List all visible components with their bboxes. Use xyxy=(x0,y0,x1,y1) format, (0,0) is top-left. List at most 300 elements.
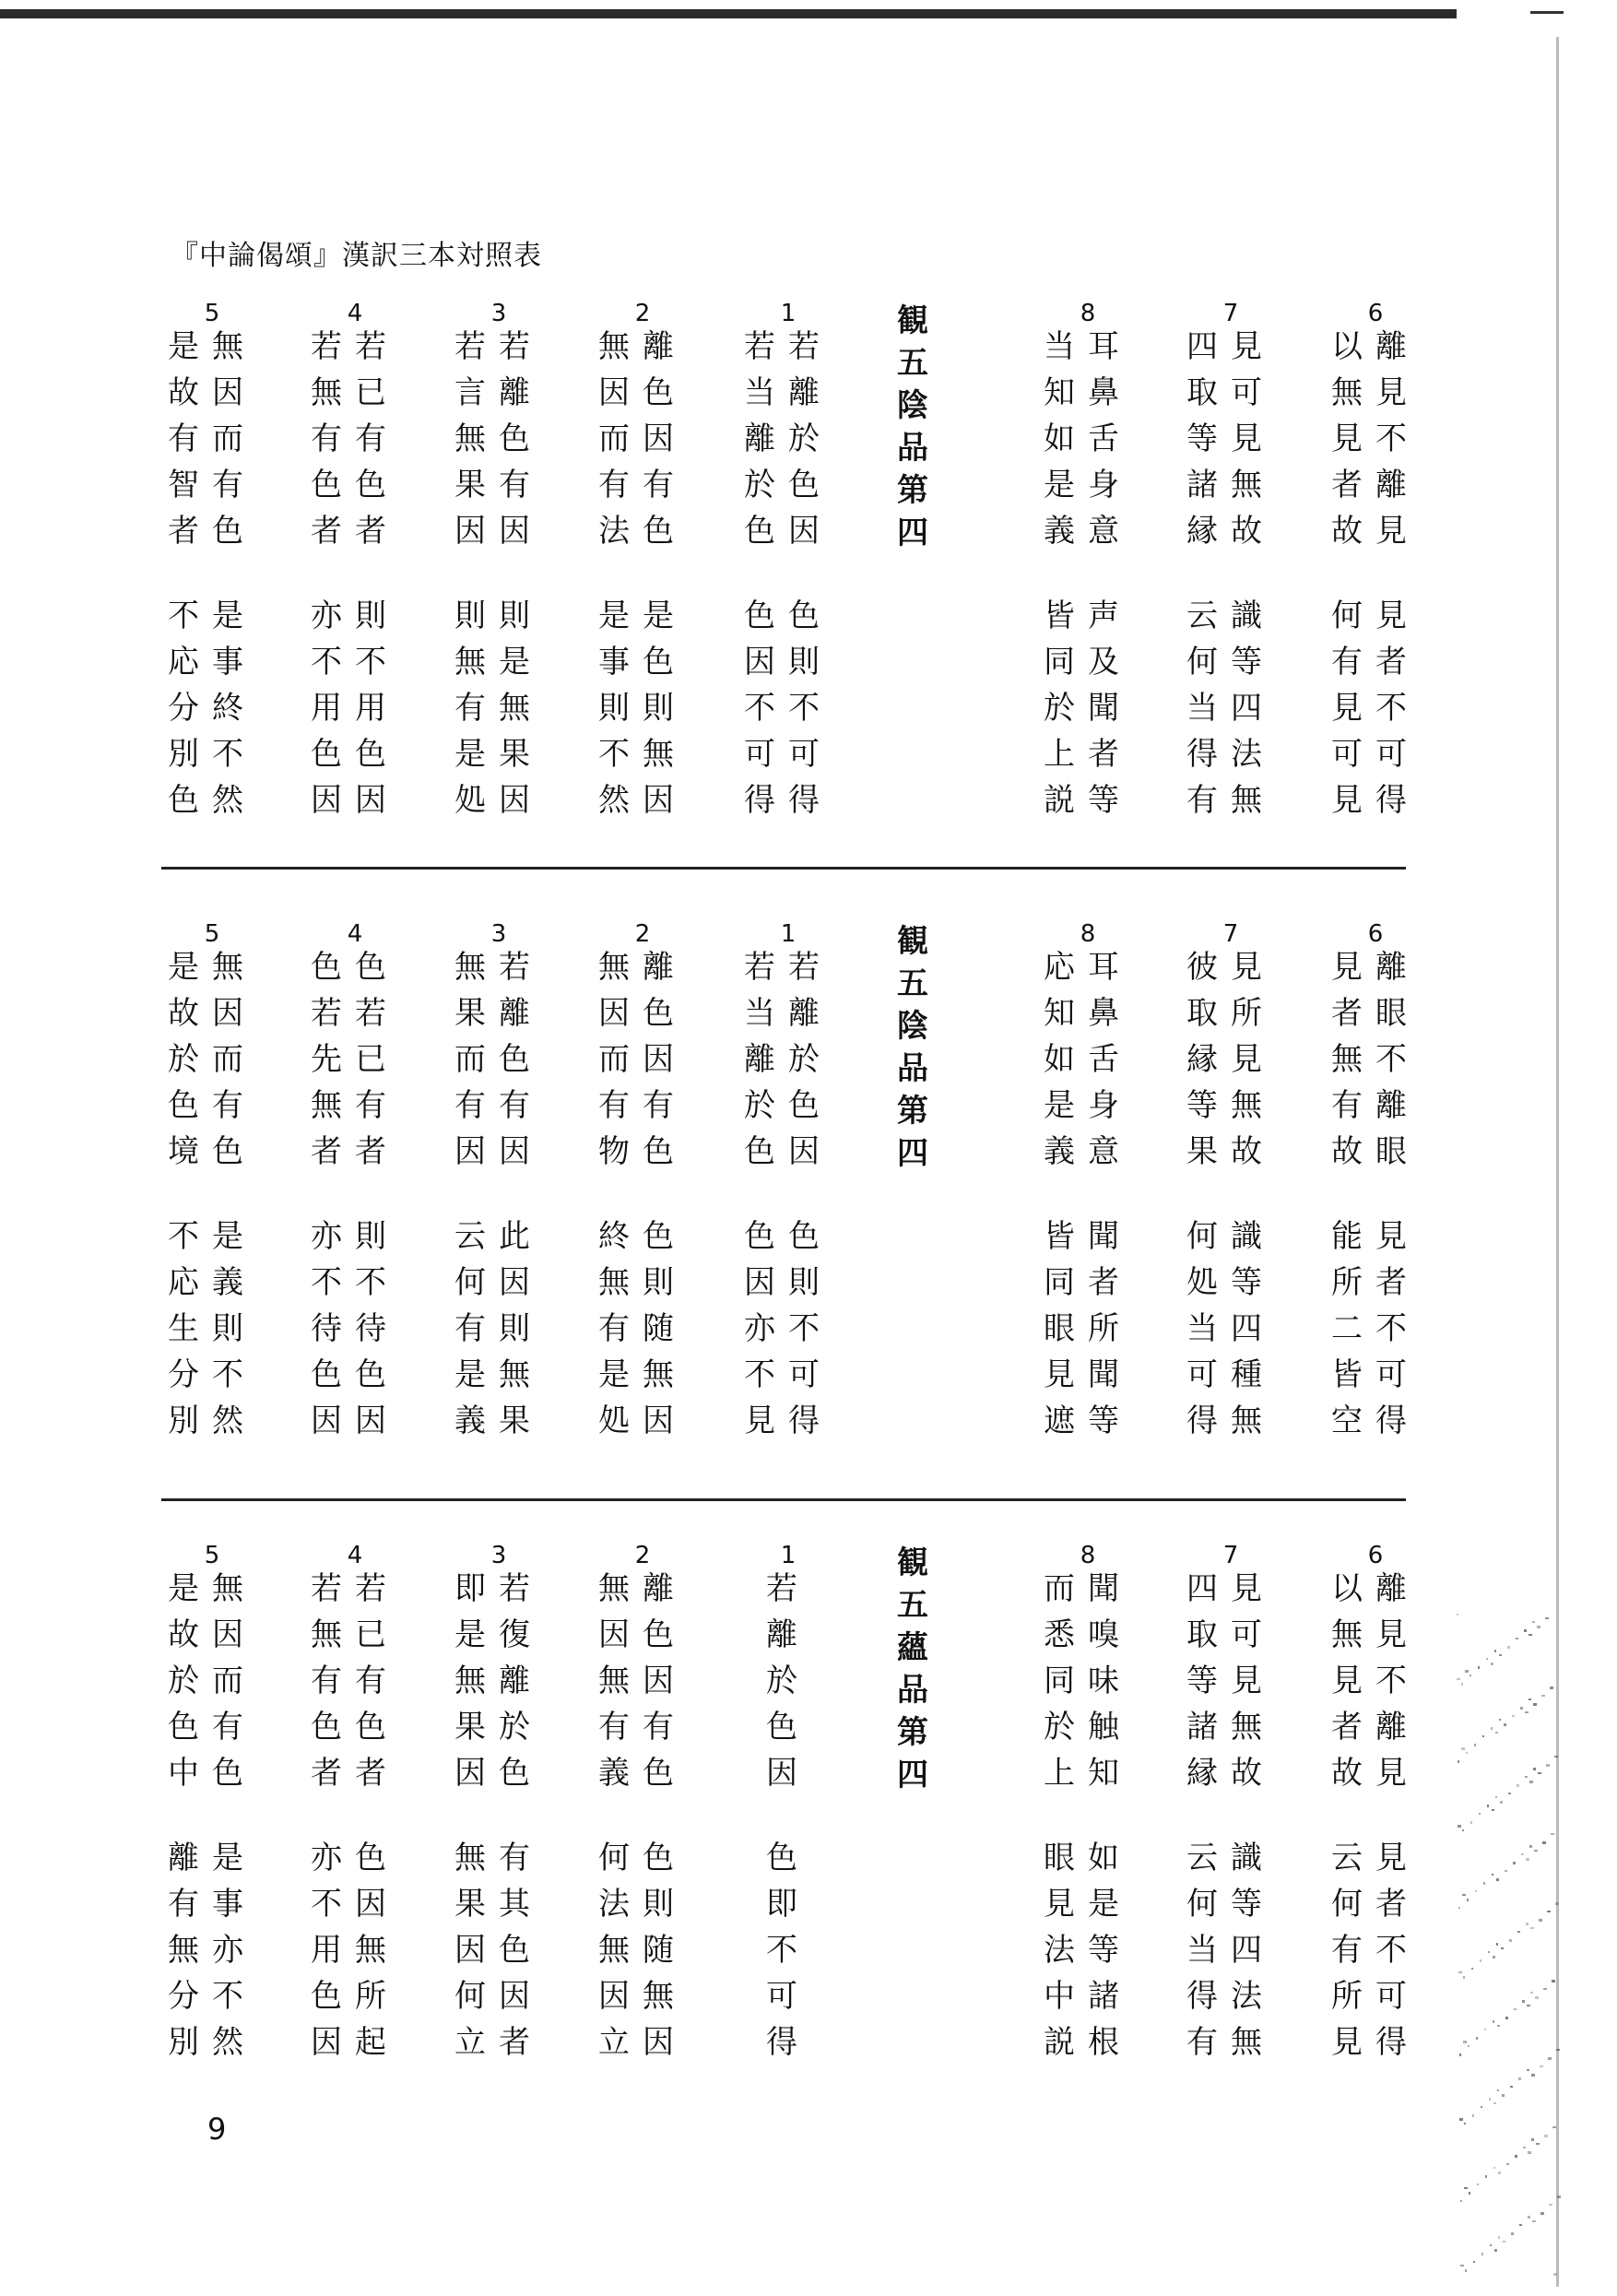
verse-line: 若 xyxy=(766,1570,810,1607)
verse-line: 因色 xyxy=(454,1932,543,1969)
verse-line: 不 xyxy=(766,1932,810,1969)
scan-noise xyxy=(1557,2195,1561,2198)
verse-line: 皆可 xyxy=(1331,1356,1420,1393)
scan-noise xyxy=(1501,1947,1504,1949)
verse-line: 眼如 xyxy=(1044,1840,1132,1876)
verse-number: 7 xyxy=(1222,1542,1239,1569)
verse-line: 而聞 xyxy=(1044,1570,1132,1607)
scan-noise xyxy=(1526,1923,1528,1925)
scan-noise xyxy=(1554,1756,1558,1758)
verse-number: 8 xyxy=(1080,300,1096,327)
verse-line: 取可 xyxy=(1186,1616,1275,1653)
scan-noise xyxy=(1481,2106,1482,2108)
scan-noise xyxy=(1529,1845,1532,1848)
verse-line: 若若 xyxy=(744,328,832,365)
verse-line: 無因 xyxy=(598,1663,687,1699)
verse-line: 無色 xyxy=(454,420,543,457)
scan-noise xyxy=(1468,2045,1469,2047)
verse-line: 以離 xyxy=(1331,328,1420,365)
verse-number: 4 xyxy=(347,300,363,327)
verse-line: 別不 xyxy=(168,736,256,773)
scan-noise xyxy=(1463,2041,1467,2043)
scan-noise xyxy=(1458,1907,1460,1909)
verse-line: 若若 xyxy=(311,328,399,365)
verse-line: 色色 xyxy=(311,1709,399,1746)
scan-noise xyxy=(1532,1621,1535,1623)
verse-line: 者眼 xyxy=(1331,995,1420,1032)
verse-line: 別然 xyxy=(168,2024,256,2061)
verse-line: 於而 xyxy=(168,1041,256,1078)
verse-line-group xyxy=(304,1213,406,1444)
verse-line: 見得 xyxy=(1331,782,1420,819)
verse-line: 用用 xyxy=(311,690,399,727)
verse-line: 見不 xyxy=(1331,1663,1420,1699)
scan-noise xyxy=(1508,1793,1511,1794)
verse-line: 知鼻 xyxy=(1044,374,1132,411)
scan-noise xyxy=(1532,2220,1536,2222)
scan-noise xyxy=(1464,2123,1466,2124)
scan-noise xyxy=(1486,1658,1488,1660)
verse-line: 有者 xyxy=(1331,644,1420,681)
verse-line-group xyxy=(592,324,693,554)
verse-number: 8 xyxy=(1080,920,1096,948)
scan-noise xyxy=(1471,1968,1473,1970)
verse-line-group xyxy=(1180,1835,1281,2065)
verse-line: 則則 xyxy=(598,690,687,727)
verse-line: 説根 xyxy=(1044,2024,1132,2061)
verse-line-group xyxy=(161,1566,263,1796)
verse-line-group xyxy=(738,1566,839,1796)
verse-line: 無則 xyxy=(598,1264,687,1301)
chapter-title-char: 第 xyxy=(897,1714,928,1751)
verse-line: 知鼻 xyxy=(1044,995,1132,1032)
verse-line: 色色 xyxy=(744,598,832,634)
verse-line: 空得 xyxy=(1331,1402,1420,1439)
scan-noise xyxy=(1552,1980,1555,1982)
verse-line-group xyxy=(304,324,406,554)
scan-noise xyxy=(1528,1698,1531,1700)
scan-noise xyxy=(1496,1943,1498,1946)
verse-line: 有有 xyxy=(311,420,399,457)
verse-line: 而因 xyxy=(598,1041,687,1078)
scan-noise xyxy=(1522,2000,1525,2003)
scan-noise xyxy=(1556,2049,1560,2051)
verse-line: 故因 xyxy=(168,1616,256,1653)
verse-line: 是無 xyxy=(168,328,256,365)
scan-noise xyxy=(1491,1727,1493,1730)
verse-line: 有則 xyxy=(454,1310,543,1347)
scan-noise xyxy=(1525,1776,1528,1778)
chapter-title-char: 観 xyxy=(897,1544,928,1581)
verse-line-group xyxy=(448,593,549,823)
verse-line: 如舌 xyxy=(1044,1041,1132,1078)
verse-line-group xyxy=(448,1835,549,2065)
verse-line-group xyxy=(1037,1566,1139,1796)
verse-line: 縁故 xyxy=(1186,1755,1275,1792)
verse-line: 別然 xyxy=(168,1402,256,1439)
scan-noise xyxy=(1536,2143,1540,2145)
verse-line-group xyxy=(448,1213,549,1444)
verse-number: 4 xyxy=(347,1542,363,1569)
scan-noise xyxy=(1547,1911,1551,1912)
verse-line: 有而 xyxy=(168,420,256,457)
scan-noise xyxy=(1521,1853,1524,1855)
verse-line: 故眼 xyxy=(1331,1133,1420,1170)
scan-noise xyxy=(1530,1992,1533,1994)
verse-line: 亦則 xyxy=(311,598,399,634)
verse-line-group xyxy=(1037,1213,1139,1444)
verse-line-group xyxy=(161,1213,263,1444)
scan-noise xyxy=(1474,1744,1476,1746)
chapter-title-char: 観 xyxy=(897,302,928,339)
verse-line: 何等 xyxy=(1186,1886,1275,1923)
scan-noise xyxy=(1493,2020,1494,2023)
scan-noise xyxy=(1530,1927,1534,1929)
scan-noise xyxy=(1517,1784,1519,1787)
verse-line: 無見 xyxy=(1331,1616,1420,1653)
scan-noise xyxy=(1462,1894,1466,1896)
verse-line: 有随 xyxy=(598,1310,687,1347)
scan-noise xyxy=(1526,1858,1529,1861)
verse-line: 色色 xyxy=(744,1218,832,1255)
verse-line: 見得 xyxy=(1331,2024,1420,2061)
verse-line: 無是 xyxy=(454,644,543,681)
verse-line-group xyxy=(1180,944,1281,1175)
chapter-title-char: 品 xyxy=(897,1672,928,1709)
verse-line: 終色 xyxy=(598,1218,687,1255)
verse-line: 上知 xyxy=(1044,1755,1132,1792)
verse-line: 不可 xyxy=(744,1356,832,1393)
verse-line-group xyxy=(592,1213,693,1444)
verse-line-group xyxy=(738,944,839,1175)
chapter-title-char: 四 xyxy=(897,515,928,551)
verse-line-group xyxy=(1180,593,1281,823)
verse-line: 不是 xyxy=(168,598,256,634)
verse-line: 等無 xyxy=(1186,1087,1275,1124)
verse-line: 見聞 xyxy=(1044,1356,1132,1393)
verse-line: 有無 xyxy=(1186,2024,1275,2061)
verse-line: 等見 xyxy=(1186,420,1275,457)
verse-line: 法色 xyxy=(598,513,687,550)
scan-noise xyxy=(1475,1890,1477,1892)
verse-line: 因 xyxy=(766,1755,810,1792)
verse-line-group xyxy=(738,324,839,554)
verse-line: 於色 xyxy=(744,467,832,503)
verse-line-group xyxy=(738,593,839,823)
verse-line: 亦不 xyxy=(744,1310,832,1347)
verse-line: 色色 xyxy=(311,467,399,503)
verse-line: 色 xyxy=(766,1840,810,1876)
scan-noise xyxy=(1527,2069,1529,2071)
verse-line-group xyxy=(304,593,406,823)
scan-noise xyxy=(1493,2102,1496,2104)
verse-line: 生則 xyxy=(168,1310,256,1347)
scan-noise xyxy=(1507,1646,1510,1649)
verse-line: 立者 xyxy=(454,2024,543,2061)
verse-line: 無離 xyxy=(598,949,687,986)
verse-line: 分不 xyxy=(168,1356,256,1393)
scan-noise xyxy=(1457,1678,1460,1680)
scan-noise xyxy=(1470,1821,1472,1824)
verse-line: 因因 xyxy=(454,1133,543,1170)
scan-noise xyxy=(1494,1650,1496,1652)
scan-noise xyxy=(1533,1768,1536,1770)
verse-line: 当四 xyxy=(1186,690,1275,727)
verse-block xyxy=(0,1542,1617,2132)
scan-noise xyxy=(1505,2017,1508,2019)
scan-noise xyxy=(1492,1809,1494,1811)
verse-line: 何等 xyxy=(1186,644,1275,681)
scan-noise xyxy=(1493,2167,1495,2169)
scan-noise xyxy=(1484,2029,1486,2030)
verse-line-group xyxy=(304,1835,406,2065)
scan-noise xyxy=(1460,2200,1462,2202)
verse-line: 色色 xyxy=(311,1356,399,1393)
scan-noise xyxy=(1472,2114,1474,2117)
verse-line: 取所 xyxy=(1186,995,1275,1032)
page-number: 9 xyxy=(207,2112,227,2147)
scan-noise xyxy=(1460,2265,1464,2266)
verse-line: 無離 xyxy=(598,328,687,365)
verse-line: 何因 xyxy=(454,1264,543,1301)
scan-noise xyxy=(1541,1695,1545,1697)
scan-noise xyxy=(1481,2253,1483,2255)
verse-line: 見得 xyxy=(744,1402,832,1439)
verse-line: 離於 xyxy=(744,1041,832,1078)
verse-line: 縁故 xyxy=(1186,513,1275,550)
verse-line-group xyxy=(448,1566,549,1796)
verse-line: 物色 xyxy=(598,1133,687,1170)
verse-line: 得法 xyxy=(1186,736,1275,773)
verse-line: 果離 xyxy=(454,995,543,1032)
scan-noise xyxy=(1462,1829,1464,1831)
scan-noise xyxy=(1458,1760,1459,1763)
verse-line: 無離 xyxy=(454,1663,543,1699)
scan-noise xyxy=(1528,1634,1532,1636)
scan-noise xyxy=(1505,1870,1507,1872)
verse-line: 当四 xyxy=(1186,1932,1275,1969)
verse-line: 得法 xyxy=(1186,1978,1275,2015)
verse-line: 不不 xyxy=(311,1264,399,1301)
scan-noise xyxy=(1540,2065,1543,2067)
scan-noise xyxy=(1512,1715,1515,1717)
scan-noise xyxy=(1458,1971,1462,1973)
scan-noise xyxy=(1497,2089,1499,2091)
verse-line: 云見 xyxy=(1331,1840,1420,1876)
verse-line-group xyxy=(161,324,263,554)
verse-number: 6 xyxy=(1367,1542,1384,1569)
scan-noise xyxy=(1490,2244,1492,2246)
verse-line-group xyxy=(1037,593,1139,823)
verse-line: 是無 xyxy=(454,1356,543,1393)
verse-line: 於而 xyxy=(168,1663,256,1699)
verse-line: 無若 xyxy=(454,949,543,986)
chapter-title-char: 四 xyxy=(897,1757,928,1793)
verse-line-group xyxy=(1180,324,1281,554)
scan-noise xyxy=(1482,1735,1484,1737)
scan-noise xyxy=(1491,1663,1493,1665)
verse-number: 3 xyxy=(490,1542,507,1569)
verse-line: 義意 xyxy=(1044,513,1132,550)
scan-noise xyxy=(1466,1752,1468,1754)
scan-noise xyxy=(1458,1825,1461,1828)
scan-noise xyxy=(1485,2175,1487,2178)
verse-line: 中色 xyxy=(168,1755,256,1792)
chapter-title-char: 品 xyxy=(897,430,928,467)
verse-line: 而色 xyxy=(454,1041,543,1078)
verse-line: 何色 xyxy=(598,1840,687,1876)
verse-line-group xyxy=(1037,944,1139,1175)
scan-noise xyxy=(1487,1805,1489,1807)
chapter-title-char: 陰 xyxy=(897,1008,928,1045)
verse-line: 応耳 xyxy=(1044,949,1132,986)
verse-line: 有離 xyxy=(1331,1087,1420,1124)
scan-mark xyxy=(1530,11,1564,14)
verse-line: 是果 xyxy=(454,736,543,773)
verse-line: 処因 xyxy=(454,782,543,819)
scan-noise xyxy=(1489,2098,1491,2101)
scan-noise xyxy=(1478,1666,1480,1669)
scan-noise xyxy=(1464,2187,1468,2189)
verse-line: 無亦 xyxy=(168,1932,256,1969)
verse-line: 因起 xyxy=(311,2024,399,2061)
verse-line: 見是 xyxy=(1044,1886,1132,1923)
verse-line: 事色 xyxy=(598,644,687,681)
scan-noise xyxy=(1509,1939,1512,1942)
verse-line: 色所 xyxy=(311,1978,399,2015)
scan-noise xyxy=(1548,2057,1552,2060)
scan-noise xyxy=(1465,2269,1467,2272)
verse-line-group xyxy=(592,1835,693,2065)
chapter-title-char: 五 xyxy=(897,345,928,382)
verse-line: 無有 xyxy=(454,1840,543,1876)
verse-line: 因色 xyxy=(598,374,687,411)
verse-line: 不因 xyxy=(311,1886,399,1923)
verse-line: 無有 xyxy=(311,1087,399,1124)
verse-line: 遮等 xyxy=(1044,1402,1132,1439)
verse-line: 分終 xyxy=(168,690,256,727)
verse-line: 四見 xyxy=(1186,328,1275,365)
verse-line-group xyxy=(1325,593,1426,823)
scan-noise xyxy=(1543,1988,1547,1990)
verse-line-group xyxy=(592,1566,693,1796)
verse-line-group xyxy=(1325,324,1426,554)
verse-line: 是復 xyxy=(454,1616,543,1653)
scan-noise xyxy=(1502,2094,1505,2097)
verse-line: 有有 xyxy=(598,1087,687,1124)
verse-line: 故因 xyxy=(168,374,256,411)
verse-line: 亦色 xyxy=(311,1840,399,1876)
scan-noise xyxy=(1525,1711,1528,1713)
scan-noise xyxy=(1553,2273,1557,2276)
verse-line: 法則 xyxy=(598,1886,687,1923)
verse-line: 而因 xyxy=(598,420,687,457)
verse-number: 2 xyxy=(634,300,651,327)
verse-line: 因因 xyxy=(454,513,543,550)
verse-line: 何識 xyxy=(1186,1218,1275,1255)
verse-line: 是身 xyxy=(1044,467,1132,503)
scan-noise xyxy=(1527,2005,1530,2006)
verse-line: 見不 xyxy=(1331,690,1420,727)
verse-line: 無不 xyxy=(1331,1041,1420,1078)
verse-line: 因色 xyxy=(598,995,687,1032)
verse-line: 説等 xyxy=(1044,782,1132,819)
verse-line: 可 xyxy=(766,1978,810,2015)
chapter-title-char: 蘊 xyxy=(897,1629,928,1666)
chapter-title-char: 第 xyxy=(897,472,928,509)
scan-noise xyxy=(1473,2261,1475,2263)
verse-line: 不無 xyxy=(598,736,687,773)
verse-line: 即若 xyxy=(454,1570,543,1607)
verse-line: 眼所 xyxy=(1044,1310,1132,1347)
verse-line: 云識 xyxy=(1186,1840,1275,1876)
verse-line: 離是 xyxy=(168,1840,256,1876)
scan-noise xyxy=(1459,2053,1461,2056)
verse-line: 所者 xyxy=(1331,1264,1420,1301)
verse-line-group xyxy=(161,944,263,1175)
scan-noise xyxy=(1550,1686,1553,1689)
verse-line: 智有 xyxy=(168,467,256,503)
verse-number: 1 xyxy=(780,920,797,948)
verse-line: 不不 xyxy=(311,644,399,681)
chapter-title xyxy=(885,300,940,554)
scan-noise xyxy=(1492,1874,1493,1876)
section-divider xyxy=(161,1498,1406,1501)
scan-noise xyxy=(1513,1862,1516,1864)
verse-line: 是身 xyxy=(1044,1087,1132,1124)
scan-noise xyxy=(1503,2241,1505,2243)
verse-line-group xyxy=(161,1835,263,2065)
verse-line: 境色 xyxy=(168,1133,256,1170)
verse-line: 無已 xyxy=(311,1616,399,1653)
verse-line: 皆声 xyxy=(1044,598,1132,634)
verse-line-group xyxy=(304,1566,406,1796)
verse-line-group xyxy=(1325,1835,1426,2065)
scan-noise xyxy=(1504,1723,1506,1726)
verse-line: 若若 xyxy=(454,328,543,365)
verse-line: 可可 xyxy=(744,736,832,773)
scan-noise xyxy=(1510,2086,1513,2088)
verse-line: 因色 xyxy=(598,1616,687,1653)
scan-noise xyxy=(1542,1841,1546,1844)
verse-line-group xyxy=(738,1213,839,1444)
verse-line-group xyxy=(1325,1213,1426,1444)
verse-line: 皆聞 xyxy=(1044,1218,1132,1255)
verse-line: 当離 xyxy=(744,995,832,1032)
verse-line: 者者 xyxy=(311,1755,399,1792)
scan-noise xyxy=(1483,1882,1485,1885)
chapter-title-char: 品 xyxy=(897,1050,928,1087)
scan-noise xyxy=(1540,2212,1544,2215)
verse-line: 有有 xyxy=(454,1087,543,1124)
verse-block xyxy=(0,920,1617,1510)
verse-number: 4 xyxy=(347,920,363,948)
verse-line: 因因 xyxy=(311,782,399,819)
scan-noise xyxy=(1469,1675,1471,1676)
verse-number: 5 xyxy=(204,1542,220,1569)
verse-line: 無離 xyxy=(598,1570,687,1607)
verse-number: 3 xyxy=(490,920,507,948)
verse-line-group xyxy=(592,593,693,823)
verse-line: 法等 xyxy=(1044,1932,1132,1969)
scan-noise xyxy=(1461,1683,1463,1686)
verse-line: 四見 xyxy=(1186,1570,1275,1607)
verse-line: 若若 xyxy=(744,949,832,986)
verse-line: 縁見 xyxy=(1186,1041,1275,1078)
scan-noise xyxy=(1520,1707,1523,1710)
verse-line: 是是 xyxy=(598,598,687,634)
verse-line: 云識 xyxy=(1186,598,1275,634)
